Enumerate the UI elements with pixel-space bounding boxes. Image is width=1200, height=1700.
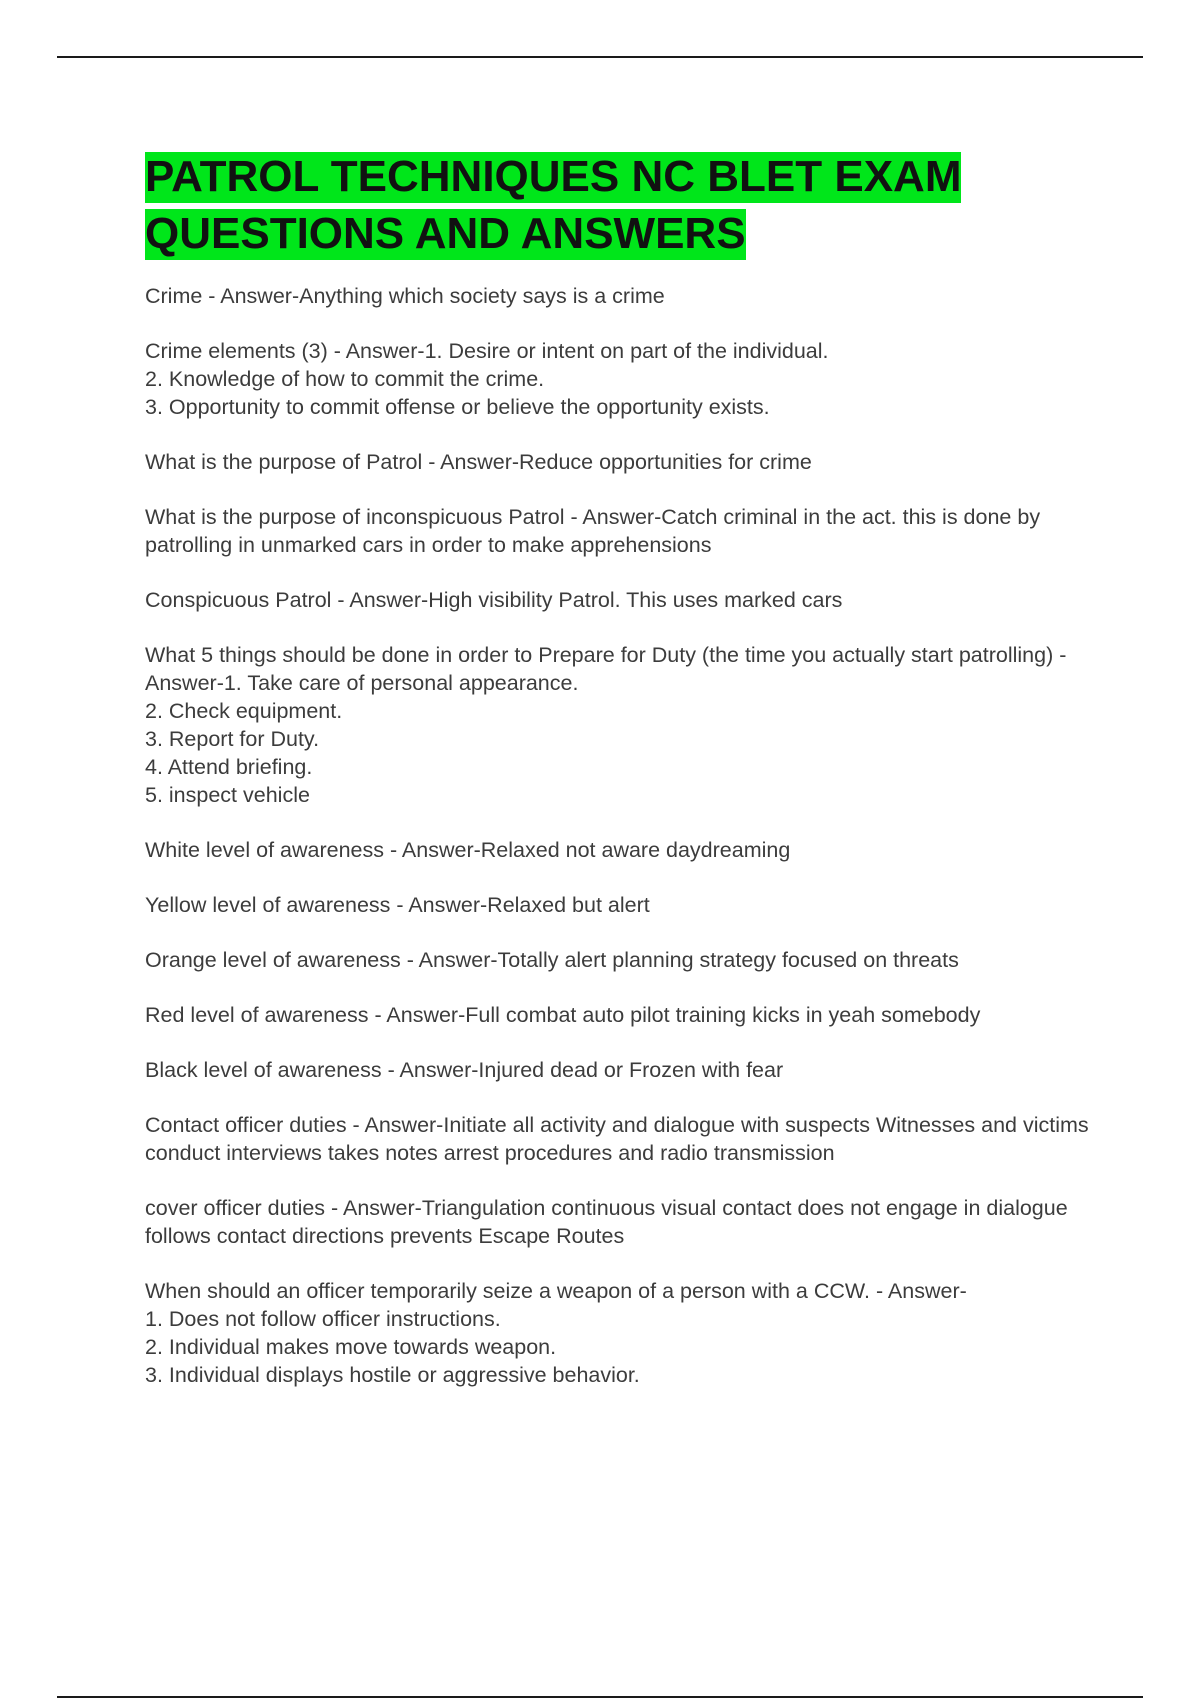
qa-entry: Crime - Answer-Anything which society says is a crime bbox=[145, 284, 665, 308]
top-rule bbox=[57, 56, 1143, 58]
qa-entry: When should an officer temporarily seize a weapon of a person with a CCW. - Answer- 1. Does not follow officer instructions. 2. Individual makes move towards weapon. 3. Individual displays hostile or aggressive behavior. bbox=[145, 1279, 967, 1387]
qa-entry: Conspicuous Patrol - Answer-High visibility Patrol. This uses marked cars bbox=[145, 588, 843, 612]
qa-entry: Crime elements (3) - Answer-1. Desire or intent on part of the individual. 2. Knowledge of how to commit the crime. 3. Opportunity to commit offense or believe the opportunity exists. bbox=[145, 339, 829, 419]
qa-entry: Contact officer duties - Answer-Initiate all activity and dialogue with suspects Witnesses and victims conduct interviews takes notes arrest procedures and radio transmission bbox=[145, 1113, 1089, 1165]
bottom-rule bbox=[57, 1696, 1143, 1698]
qa-entry: What is the purpose of inconspicuous Patrol - Answer-Catch criminal in the act. this is done by patrolling in unmarked cars in order to make apprehensions bbox=[145, 505, 1041, 557]
qa-entry: White level of awareness - Answer-Relaxed not aware daydreaming bbox=[145, 838, 791, 862]
qa-entry: cover officer duties - Answer-Triangulation continuous visual contact does not engage in dialogue follows contact directions prevents Escape Routes bbox=[145, 1196, 1068, 1248]
qa-entry: Orange level of awareness - Answer-Totally alert planning strategy focused on threats bbox=[145, 948, 959, 972]
qa-entry: Red level of awareness - Answer-Full combat auto pilot training kicks in yeah somebody bbox=[145, 1003, 981, 1027]
title-highlight: PATROL TECHNIQUES NC BLET EXAM QUESTIONS AND ANSWERS bbox=[145, 152, 962, 258]
qa-entry: Black level of awareness - Answer-Injured dead or Frozen with fear bbox=[145, 1058, 784, 1082]
qa-entry: Yellow level of awareness - Answer-Relaxed but alert bbox=[145, 893, 650, 917]
document-title bbox=[145, 148, 1105, 262]
qa-entry: What 5 things should be done in order to Prepare for Duty (the time you actually start patrolling) - Answer-1. Take care of personal appearance. 2. Check equipment. 3. Report for Duty. 4. Attend briefing. 5. inspect vehicle bbox=[145, 643, 1067, 807]
qa-entry: What is the purpose of Patrol - Answer-Reduce opportunities for crime bbox=[145, 450, 812, 474]
document-content bbox=[145, 148, 1105, 1416]
